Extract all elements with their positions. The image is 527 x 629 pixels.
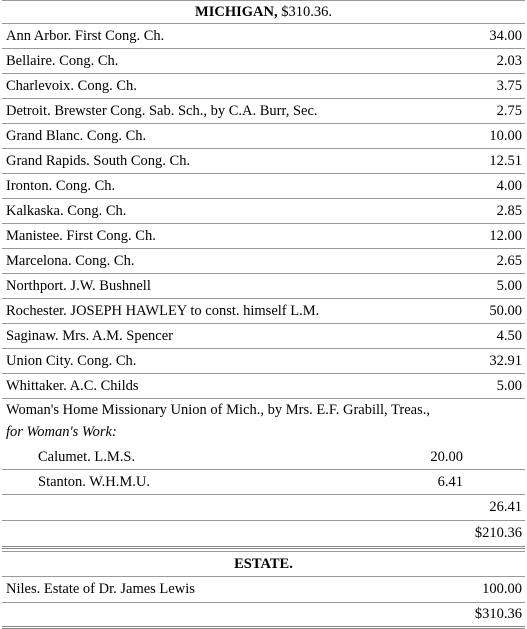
ledger-entry-amount: 32.91 [489,352,522,369]
ledger-entry-amount: 2.03 [496,52,522,69]
womans-union-line1: Woman's Home Missionary Union of Mich., by Mrs. E.F. Grabill, Treas., [6,402,430,418]
ledger-entry-amount: 3.75 [496,77,522,94]
womans-union-total: $210.36 [474,525,522,541]
estate-entry [2,577,525,603]
womans-union-sub-entry [2,445,525,470]
womans-union-total-row [2,521,525,549]
ledger-entry-amount: 5.00 [496,277,522,294]
michigan-total: $310.36. [281,3,332,20]
womans-union-line2: for Woman's Work: [6,424,117,440]
ledger-entry-label: Whittaker. A.C. Childs [6,377,139,394]
ledger-entry-label: Marcelona. Cong. Ch. [6,252,135,269]
ledger-entry [2,224,525,249]
michigan-heading-row [2,0,525,24]
ledger-entry [2,274,525,299]
ledger-entry-label: Union City. Cong. Ch. [6,352,137,369]
ledger-entry-label: Ann Arbor. First Cong. Ch. [6,27,165,44]
estate-heading: ESTATE. [234,555,293,572]
entry-list [2,24,525,399]
womans-union-row [2,399,525,445]
ledger-entry [2,149,525,174]
ledger-entry-label: Charlevoix. Cong. Ch. [6,77,137,94]
ledger-entry-label: Grand Rapids. South Cong. Ch. [6,152,191,169]
ledger-entry-label: Saginaw. Mrs. A.M. Spencer [6,327,173,344]
ledger-entry-amount: 5.00 [496,377,522,394]
ledger-entry-label: Northport. J.W. Bushnell [6,277,151,294]
donation-ledger [2,0,525,629]
womans-union-sub-list [2,445,525,495]
ledger-entry [2,124,525,149]
ledger-entry-amount: 50.00 [489,302,522,319]
ledger-entry-label: Grand Blanc. Cong. Ch. [6,127,147,144]
ledger-entry [2,74,525,99]
womans-union-sub-entry-amount: 20.00 [430,448,463,465]
ledger-entry [2,299,525,324]
ledger-entry-amount: 12.51 [489,152,522,169]
ledger-entry [2,199,525,224]
ledger-entry [2,249,525,274]
ledger-entry [2,49,525,74]
ledger-entry [2,349,525,374]
estate-entry-amount: 100.00 [482,581,522,597]
ledger-entry-amount: 4.50 [496,327,522,344]
ledger-entry [2,99,525,124]
womans-union-subtotal: 26.41 [489,499,522,515]
estate-total-row [2,603,525,629]
womans-union-sub-entry-label: Stanton. W.H.M.U. [38,473,150,490]
womans-union-sub-entry-amount: 6.41 [437,473,463,490]
ledger-entry-amount: 34.00 [489,27,522,44]
ledger-entry-amount: 4.00 [496,177,522,194]
ledger-entry-amount: 10.00 [489,127,522,144]
womans-union-subtotal-row [2,495,525,521]
ledger-entry-label: Manistee. First Cong. Ch. [6,227,156,244]
ledger-entry-amount: 2.65 [496,252,522,269]
estate-total: $310.36 [474,606,522,622]
ledger-entry-amount: 12.00 [489,227,522,244]
ledger-entry-amount: 2.85 [496,202,522,219]
michigan-heading: MICHIGAN, [195,3,278,20]
ledger-entry-label: Bellaire. Cong. Ch. [6,52,119,69]
ledger-entry-label: Detroit. Brewster Cong. Sab. Sch., by C.A. Burr, Sec. [6,102,318,119]
estate-heading-row [2,551,525,577]
ledger-entry-label: Kalkaska. Cong. Ch. [6,202,127,219]
estate-list [2,577,525,603]
ledger-entry [2,24,525,49]
ledger-entry-label: Ironton. Cong. Ch. [6,177,116,194]
ledger-entry [2,324,525,349]
ledger-entry-label: Rochester. JOSEPH HAWLEY to const. himself L.M. [6,302,320,319]
womans-union-sub-entry [2,470,525,495]
ledger-entry [2,174,525,199]
womans-union-sub-entry-label: Calumet. L.M.S. [38,448,136,465]
ledger-entry [2,374,525,399]
estate-entry-label: Niles. Estate of Dr. James Lewis [6,581,195,597]
ledger-entry-amount: 2.75 [496,102,522,119]
